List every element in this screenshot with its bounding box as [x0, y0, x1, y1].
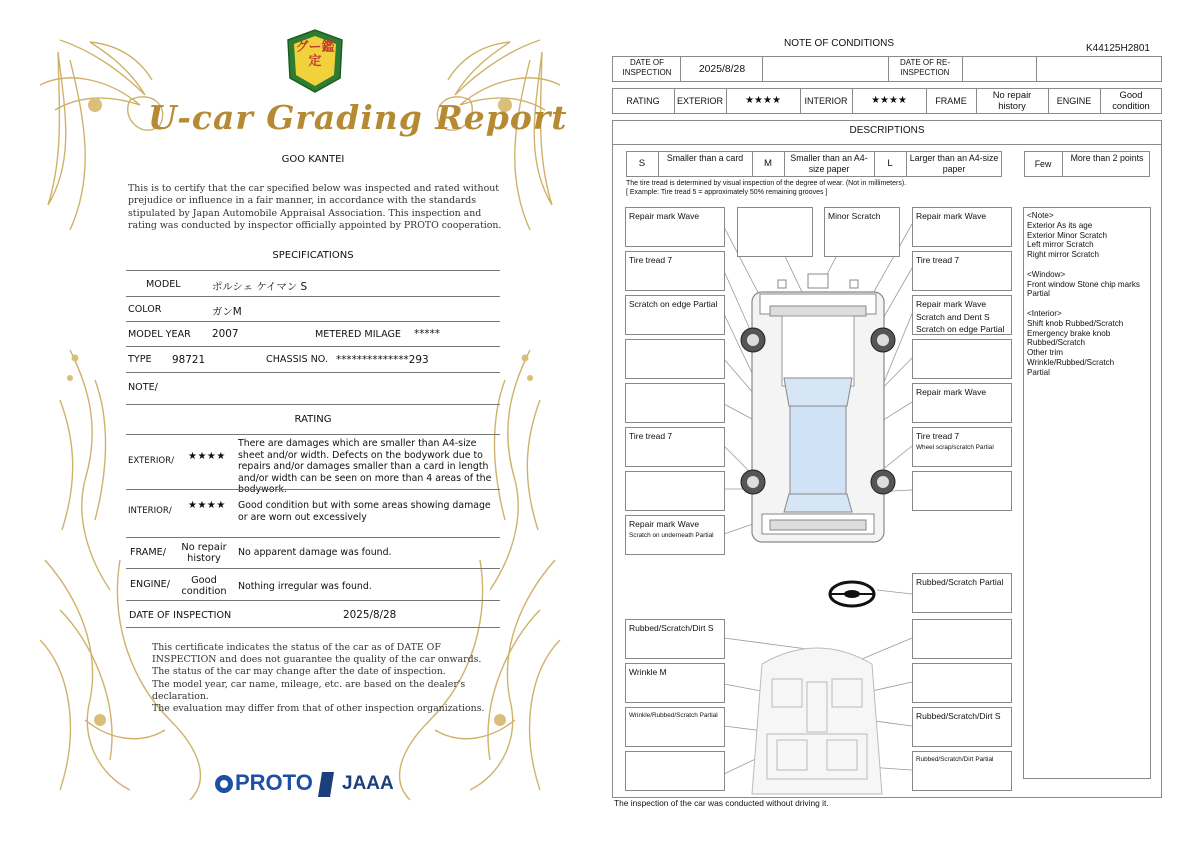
date-label: DATE OF INSPECTION — [622, 58, 672, 77]
proto-logo: PROTO — [235, 770, 313, 795]
legend-few-text: More than 2 points — [1070, 153, 1144, 163]
frame-description: No apparent damage was found. — [238, 547, 392, 558]
certificate-title: U-car Grading Report — [148, 98, 568, 137]
sheet-title: NOTE OF CONDITIONS — [784, 38, 894, 49]
condition-box-right-5: Repair mark Wave — [912, 383, 1012, 423]
legend-s: S — [638, 158, 646, 169]
condition-box-right-7 — [912, 471, 1012, 511]
condition-box-top-minor: Minor Scratch — [824, 207, 900, 257]
condition-box-right-3-line-3: Scratch on edge Partial — [916, 324, 1005, 335]
tire-example: [ Example: Tire tread 5 = approximately 50% remaining grooves ] — [626, 189, 828, 196]
reinspection-label: DATE OF RE-INSPECTION — [899, 58, 951, 77]
badge-label: グー鑑定 — [295, 40, 335, 69]
divider — [126, 600, 500, 601]
divider — [126, 434, 500, 435]
condition-box-right-6-text: Tire tread 7 — [916, 431, 960, 441]
exterior-description: There are damages which are smaller than A4-size sheet and/or width. Defects on the bodywork due to repairs and/or damages smaller than a card in length and/or width can be seen on more than 4 areas of the bodywork. — [238, 438, 492, 496]
divider — [126, 537, 500, 538]
engine-value: Good condition — [181, 575, 227, 597]
certificate-footer: This certificate indicates the status of the car as of DATE OF INSPECTION and does not guarantee the quality of the car onwards. The status of the car may change after the date of inspection. The model year, car name, mileage, etc. are based on the dealer's declaration. The evaluation may differ from that of other inspection organizations. — [152, 642, 485, 715]
frame-value: No repair history — [992, 89, 1032, 111]
tire-note: The tire tread is determined by visual inspection of the degree of wear. (Not in millimeters). — [626, 180, 907, 187]
note-of-conditions-sheet — [612, 34, 1164, 814]
exterior-stars: ★★★★ — [745, 95, 781, 106]
interior-box-left-2: Wrinkle M — [625, 663, 725, 703]
exterior-label: EXTERIOR — [676, 96, 723, 106]
certificate-subtitle: GOO KANTEI — [281, 154, 345, 165]
milage-value: ***** — [414, 328, 440, 340]
sheet-footer: The inspection of the car was conducted without driving it. — [614, 798, 829, 808]
frame-label: FRAME — [935, 96, 967, 106]
inspection-date-label: DATE OF INSPECTION — [129, 610, 232, 621]
engine-label: ENGINE — [1056, 96, 1092, 106]
condition-box-right-3-line-1: Repair mark Wave — [916, 299, 987, 309]
model-value: ポルシェ ケイマン S — [212, 281, 308, 293]
condition-box-left-8-small: Scratch on underneath Partial — [629, 531, 714, 539]
frame-value: No repair history — [181, 542, 227, 564]
rating-label: RATING — [626, 96, 660, 106]
interior-box-left-1: Rubbed/Scratch/Dirt S — [625, 619, 725, 659]
interior-box-right-2 — [912, 663, 1012, 703]
divider — [126, 568, 500, 569]
condition-box-right-2: Tire tread 7 — [912, 251, 1012, 291]
interior-stars: ★★★★ — [188, 500, 226, 511]
certificate-intro: This is to certify that the car specified below was inspected and rated without prejudice or influence in a fair manner, in accordance with the standards stipulated by Japan Automobile Appraisal Association. This inspection and rating was conducted by inspector officially appointed by PROTO cooperation. — [128, 183, 502, 232]
condition-box-left-8 — [625, 515, 725, 555]
model-label: MODEL — [146, 279, 181, 290]
color-value: ガンM — [212, 306, 242, 318]
specifications-heading: SPECIFICATIONS — [272, 250, 354, 261]
legend-few: Few — [1034, 159, 1052, 169]
legend-l: L — [887, 158, 893, 169]
divider — [126, 296, 500, 297]
condition-box-right-3-line-2: Scratch and Dent S — [916, 311, 990, 322]
interior-box-left-4 — [625, 751, 725, 791]
type-label: TYPE — [128, 354, 152, 365]
divider — [126, 270, 500, 271]
divider — [126, 372, 500, 373]
chassis-value: **************293 — [336, 354, 429, 366]
date-value: 2025/8/28 — [698, 64, 746, 75]
model-year-label: MODEL YEAR — [128, 329, 191, 340]
condition-box-left-6: Tire tread 7 — [625, 427, 725, 467]
legend-s-text: Smaller than a card — [666, 153, 744, 163]
legend-l-text: Larger than an A4-size paper — [909, 153, 999, 174]
condition-box-right-3 — [912, 295, 1012, 335]
condition-box-left-7 — [625, 471, 725, 511]
condition-box-left-8-text: Repair mark Wave — [629, 519, 700, 529]
color-label: COLOR — [128, 304, 162, 315]
inspection-date-value: 2025/8/28 — [343, 609, 397, 621]
model-year-value: 2007 — [212, 328, 239, 340]
note-label: NOTE/ — [128, 382, 158, 393]
interior-description: Good condition but with some areas showing damage or are worn out excessively — [238, 500, 491, 523]
condition-box-left-5 — [625, 383, 725, 423]
condition-box-left-3: Scratch on edge Partial — [625, 295, 725, 335]
condition-box-left-1: Repair mark Wave — [625, 207, 725, 247]
reference-number: K44125H2801 — [1086, 43, 1150, 54]
exterior-stars: ★★★★ — [188, 451, 226, 462]
condition-box-right-1: Repair mark Wave — [912, 207, 1012, 247]
interior-box-right-4: Rubbed/Scratch/Dirt Partial — [912, 751, 1012, 791]
condition-box-left-4 — [625, 339, 725, 379]
divider — [126, 404, 500, 405]
legend-m-text: Smaller than an A4-size paper — [790, 153, 868, 174]
engine-label: ENGINE/ — [130, 579, 170, 590]
interior-label: INTERIOR/ — [128, 506, 172, 516]
jaaa-logo: JAAA — [342, 773, 394, 794]
rating-heading: RATING — [294, 414, 332, 425]
frame-label: FRAME/ — [130, 547, 166, 558]
interior-box-right-1 — [912, 619, 1012, 659]
milage-label: METERED MILAGE — [315, 329, 401, 340]
condition-box-right-4 — [912, 339, 1012, 379]
notes-panel: <Note> Exterior As its age Exterior Minor Scratch Left mirror Scratch Right mirror Scratch <Window> Front window Stone chip marks Partial <Interior> Shift knob Rubbed/Scratch Emergency brake knob Rubbed/Scratch Other trim Wrinkle/Rubbed/Scratch Partial — [1023, 207, 1151, 779]
condition-box-wheel: Rubbed/Scratch Partial — [912, 573, 1012, 613]
engine-value: Good condition — [1112, 89, 1150, 111]
exterior-label: EXTERIOR/ — [128, 456, 174, 466]
legend-m: M — [764, 158, 772, 169]
condition-box-top-mid — [737, 207, 813, 257]
divider — [126, 346, 500, 347]
divider — [126, 489, 500, 490]
interior-box-right-3: Rubbed/Scratch/Dirt S — [912, 707, 1012, 747]
interior-label: INTERIOR — [804, 96, 848, 106]
engine-description: Nothing irregular was found. — [238, 581, 372, 592]
interior-box-left-3: Wrinkle/Rubbed/Scratch Partial — [625, 707, 725, 747]
type-value: 98721 — [172, 354, 206, 366]
interior-stars: ★★★★ — [871, 95, 907, 106]
condition-box-left-2: Tire tread 7 — [625, 251, 725, 291]
divider — [126, 321, 500, 322]
divider — [126, 627, 500, 628]
descriptions-heading: DESCRIPTIONS — [849, 125, 925, 136]
condition-box-right-6-small: Wheel scrap/scratch Partial — [916, 443, 994, 451]
condition-box-right-6 — [912, 427, 1012, 467]
chassis-label: CHASSIS NO. — [266, 354, 329, 365]
